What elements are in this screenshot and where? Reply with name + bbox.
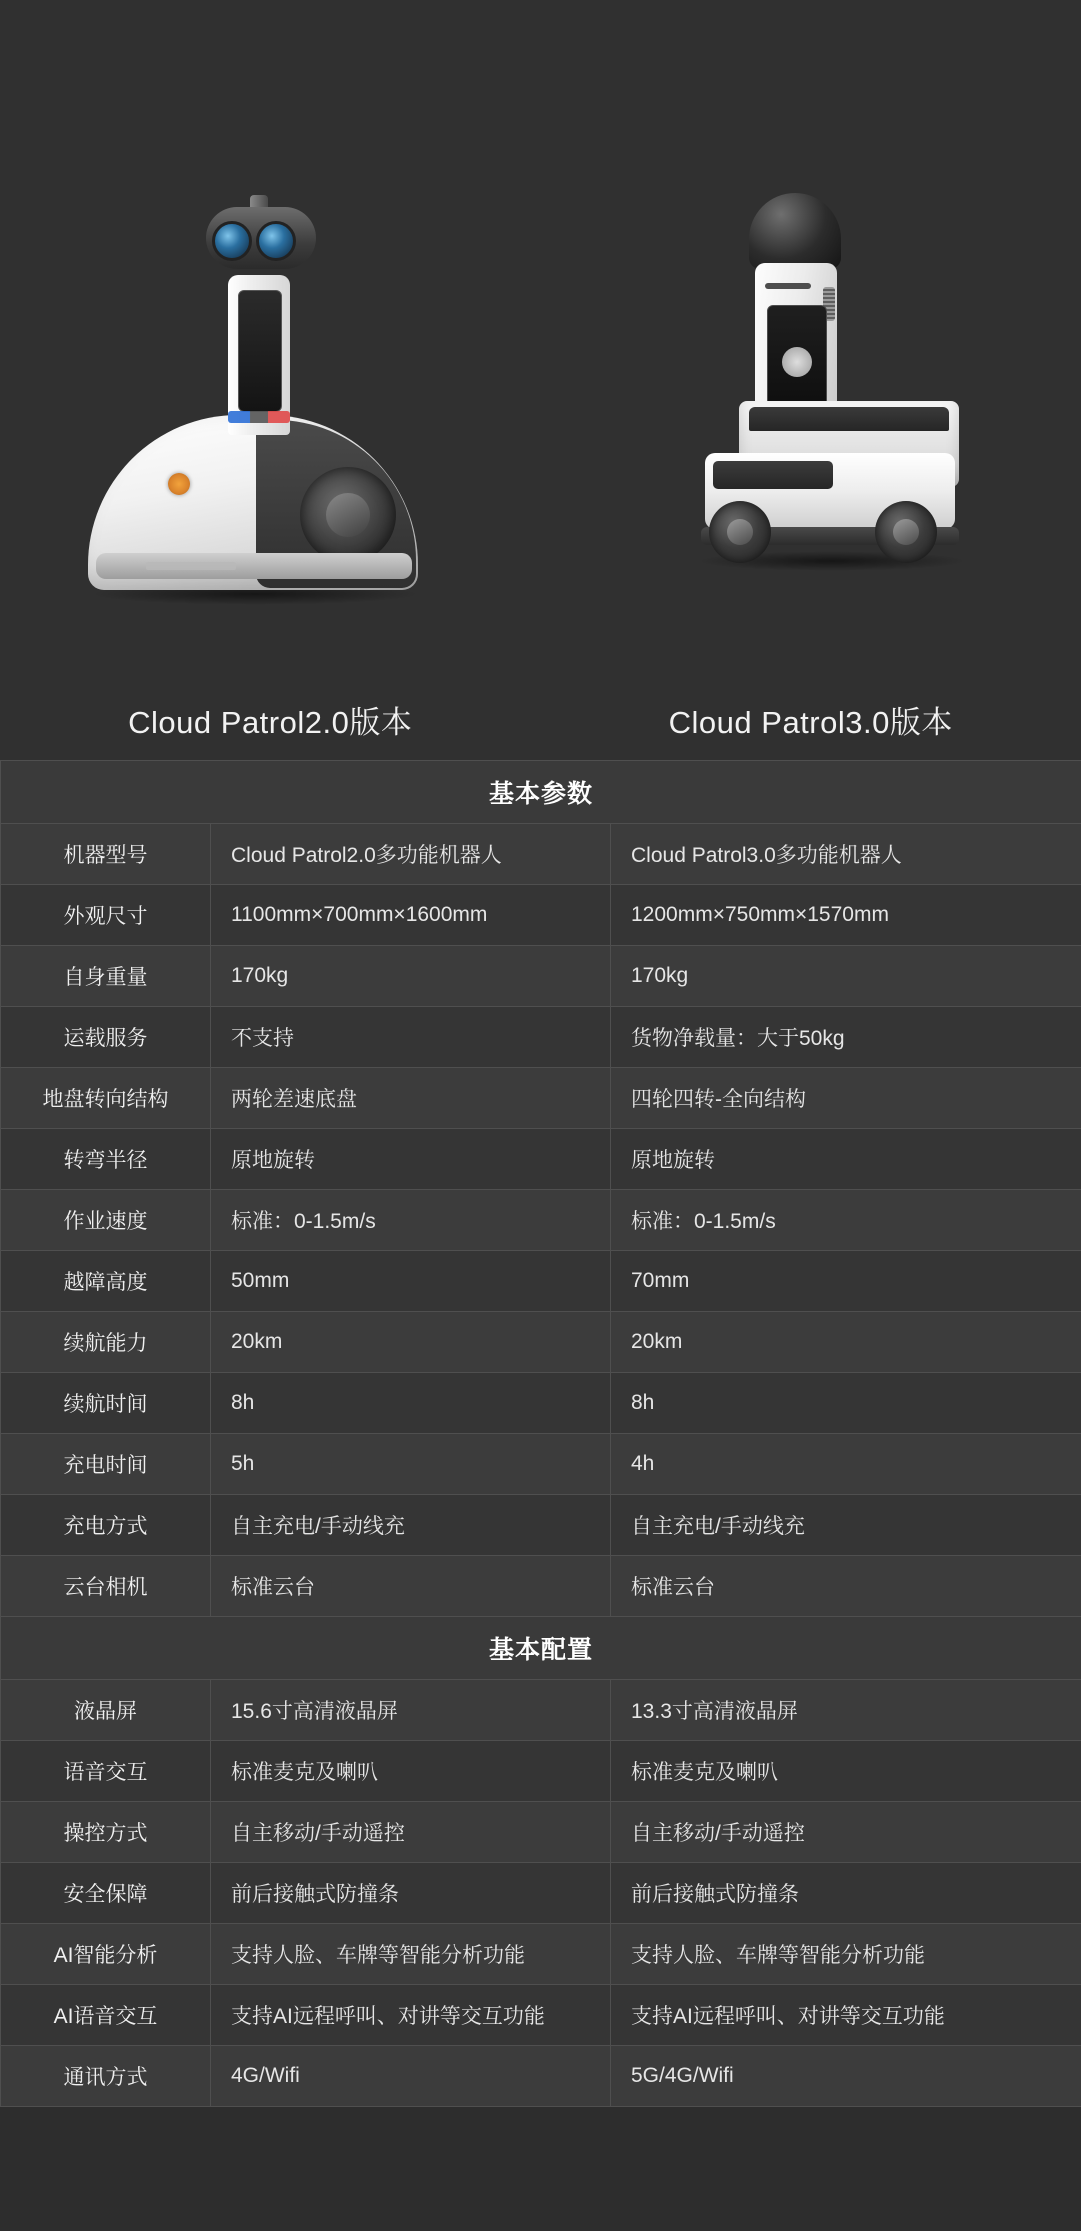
table-row (1, 1434, 1081, 1495)
row-value-2-0: 1100mm×700mm×1600mm (211, 885, 611, 946)
row-value-2-0: 170kg (211, 946, 611, 1007)
robot-2-0-illustration (60, 115, 480, 675)
robot-3-0-cargo-interior (749, 407, 949, 431)
row-value-3-0: 4h (611, 1434, 1081, 1495)
row-label: 机器型号 (1, 824, 211, 885)
row-label: 语音交互 (1, 1741, 211, 1802)
row-value-2-0: 不支持 (211, 1007, 611, 1068)
row-label: 操控方式 (1, 1802, 211, 1863)
row-label: 充电时间 (1, 1434, 211, 1495)
row-value-2-0: 20km (211, 1312, 611, 1373)
row-value-2-0: 15.6寸高清液晶屏 (211, 1680, 611, 1741)
section-header-row (1, 1617, 1081, 1680)
row-label: 作业速度 (1, 1190, 211, 1251)
row-label: AI语音交互 (1, 1985, 211, 2046)
table-row (1, 1863, 1081, 1924)
row-value-3-0: 原地旋转 (611, 1129, 1081, 1190)
robot-2-0-bumper (96, 553, 412, 579)
table-row (1, 1680, 1081, 1741)
row-value-3-0: 5G/4G/Wifi (611, 2046, 1081, 2107)
row-label: 地盘转向结构 (1, 1068, 211, 1129)
row-label: 液晶屏 (1, 1680, 211, 1741)
robot-2-0-photo (60, 115, 480, 675)
row-value-3-0: 170kg (611, 946, 1081, 1007)
row-value-3-0: 70mm (611, 1251, 1081, 1312)
table-row (1, 1741, 1081, 1802)
row-value-2-0: 两轮差速底盘 (211, 1068, 611, 1129)
row-value-3-0: 1200mm×750mm×1570mm (611, 885, 1081, 946)
row-label: 转弯半径 (1, 1129, 211, 1190)
row-label: 云台相机 (1, 1556, 211, 1617)
table-row (1, 1129, 1081, 1190)
table-row (1, 1312, 1081, 1373)
row-label: 续航能力 (1, 1312, 211, 1373)
section-header-row (1, 761, 1081, 824)
robot-2-0-display (238, 290, 282, 412)
row-value-3-0: 自主移动/手动遥控 (611, 1802, 1081, 1863)
row-value-3-0: 自主充电/手动线充 (611, 1495, 1081, 1556)
row-label: 通讯方式 (1, 2046, 211, 2107)
row-value-3-0: 标准云台 (611, 1556, 1081, 1617)
table-row (1, 1924, 1081, 1985)
row-value-2-0: 标准：0-1.5m/s (211, 1190, 611, 1251)
row-value-3-0: 支持人脸、车牌等智能分析功能 (611, 1924, 1081, 1985)
row-value-2-0: Cloud Patrol2.0多功能机器人 (211, 824, 611, 885)
row-value-2-0: 5h (211, 1434, 611, 1495)
row-value-3-0: 8h (611, 1373, 1081, 1434)
row-value-2-0: 前后接触式防撞条 (211, 1863, 611, 1924)
robot-2-0-light-strip (228, 411, 290, 423)
table-row (1, 1251, 1081, 1312)
row-value-3-0: 货物净载量：大于50kg (611, 1007, 1081, 1068)
row-value-2-0: 8h (211, 1373, 611, 1434)
row-value-2-0: 支持人脸、车牌等智能分析功能 (211, 1924, 611, 1985)
table-row (1, 1556, 1081, 1617)
row-label: 续航时间 (1, 1373, 211, 1434)
row-value-2-0: 自主移动/手动遥控 (211, 1802, 611, 1863)
row-value-2-0: 标准云台 (211, 1556, 611, 1617)
row-value-3-0: 标准：0-1.5m/s (611, 1190, 1081, 1251)
robot-3-0-illustration (601, 115, 1021, 675)
row-label: AI智能分析 (1, 1924, 211, 1985)
row-value-2-0: 原地旋转 (211, 1129, 611, 1190)
robot-3-0-side-panel (713, 461, 833, 489)
section-title-basic-parameters: 基本参数 (1, 761, 1081, 824)
product-hero (0, 0, 1081, 760)
table-row (1, 885, 1081, 946)
row-value-3-0: 标准麦克及喇叭 (611, 1741, 1081, 1802)
robot-3-0-vent (765, 283, 811, 289)
product-column-right (541, 0, 1081, 760)
product-column-left (0, 0, 541, 760)
row-value-3-0: Cloud Patrol3.0多功能机器人 (611, 824, 1081, 885)
section-title-basic-configuration: 基本配置 (1, 1617, 1081, 1680)
row-value-2-0: 支持AI远程呼叫、对讲等交互功能 (211, 1985, 611, 2046)
robot-2-0-wheel (300, 467, 396, 563)
table-row (1, 1068, 1081, 1129)
table-row (1, 2046, 1081, 2107)
row-value-3-0: 20km (611, 1312, 1081, 1373)
row-label: 自身重量 (1, 946, 211, 1007)
camera-lens-icon (256, 221, 296, 261)
robot-3-0-photo (601, 115, 1021, 675)
row-value-2-0: 自主充电/手动线充 (211, 1495, 611, 1556)
spec-table (0, 760, 1081, 2107)
table-row (1, 1985, 1081, 2046)
row-label: 充电方式 (1, 1495, 211, 1556)
table-row (1, 1007, 1081, 1068)
brand-logo-icon (782, 347, 812, 377)
table-row (1, 1495, 1081, 1556)
table-row (1, 1373, 1081, 1434)
row-label: 运载服务 (1, 1007, 211, 1068)
row-label: 安全保障 (1, 1863, 211, 1924)
row-value-3-0: 前后接触式防撞条 (611, 1863, 1081, 1924)
robot-3-0-wheel (875, 501, 937, 563)
table-row (1, 1802, 1081, 1863)
row-label: 越障高度 (1, 1251, 211, 1312)
robot-3-0-wheel (709, 501, 771, 563)
row-value-3-0: 支持AI远程呼叫、对讲等交互功能 (611, 1985, 1081, 2046)
table-row (1, 1190, 1081, 1251)
row-value-2-0: 50mm (211, 1251, 611, 1312)
product-caption-right: Cloud Patrol3.0版本 (668, 705, 953, 740)
row-value-2-0: 4G/Wifi (211, 2046, 611, 2107)
row-value-2-0: 标准麦克及喇叭 (211, 1741, 611, 1802)
robot-3-0-ptz-dome (749, 193, 841, 269)
camera-lens-icon (212, 221, 252, 261)
table-row (1, 946, 1081, 1007)
row-value-3-0: 13.3寸高清液晶屏 (611, 1680, 1081, 1741)
table-row (1, 824, 1081, 885)
robot-2-0-brand-text (146, 562, 236, 570)
row-value-3-0: 四轮四转-全向结构 (611, 1068, 1081, 1129)
row-label: 外观尺寸 (1, 885, 211, 946)
product-caption-left: Cloud Patrol2.0版本 (128, 705, 413, 740)
